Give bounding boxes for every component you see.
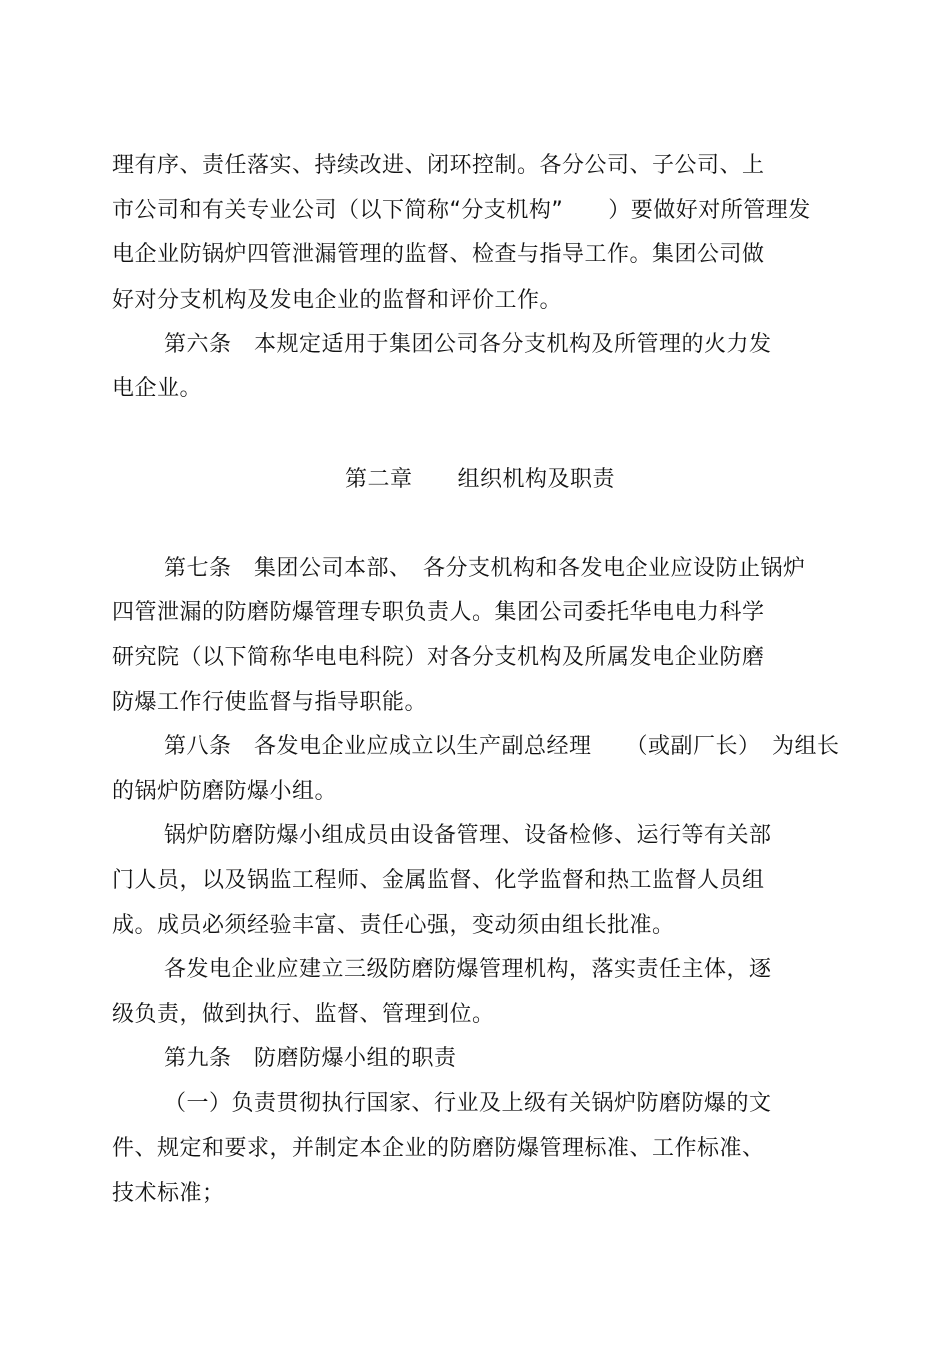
paragraph-line: 电企业。 <box>112 376 203 401</box>
article-8-line: 第八条 各发电企业应成立以生产副总经理 （或副厂长） 为组长 <box>164 734 840 759</box>
paragraph-line: 电企业防锅炉四管泄漏管理的监督、检查与指导工作。集团公司做 <box>112 242 765 267</box>
paragraph-line: 理有序、责任落实、持续改进、闭环控制。各分公司、子公司、上 <box>112 153 765 178</box>
paragraph-line: 好对分支机构及发电企业的监督和评价工作。 <box>112 288 563 313</box>
paragraph-line: 技术标准； <box>112 1181 225 1206</box>
paragraph-line: 研究院（以下简称华电电科院）对各分支机构及所属发电企业防磨 <box>112 645 765 670</box>
paragraph-line: 的锅炉防磨防爆小组。 <box>112 779 338 804</box>
paragraph-line: 四管泄漏的防磨防爆管理专职负责人。集团公司委托华电电力科学 <box>112 600 765 625</box>
paragraph-line: 锅炉防磨防爆小组成员由设备管理、设备检修、运行等有关部 <box>164 823 772 848</box>
paragraph-line: 各发电企业应建立三级防磨防爆管理机构，落实责任主体，逐 <box>164 957 772 982</box>
list-item-1-line: （一）负责贯彻执行国家、行业及上级有关锅炉防磨防爆的文 <box>164 1091 772 1116</box>
paragraph-line: 门人员，以及锅监工程师、金属监督、化学监督和热工监督人员组 <box>112 868 765 893</box>
article-7-line: 第七条 集团公司本部、 各分支机构和各发电企业应设防止锅炉 <box>164 556 806 581</box>
chapter-heading: 第二章 组织机构及职责 <box>345 467 616 492</box>
paragraph-line: 成。成员必须经验丰富、责任心强，变动须由组长批准。 <box>112 913 675 938</box>
paragraph-line: 件、规定和要求，并制定本企业的防磨防爆管理标准、工作标准、 <box>112 1136 765 1161</box>
article-9-line: 第九条 防磨防爆小组的职责 <box>164 1046 457 1071</box>
paragraph-line: 级负责，做到执行、监督、管理到位。 <box>112 1002 495 1027</box>
paragraph-line: 防爆工作行使监督与指导职能。 <box>112 690 428 715</box>
article-6-line: 第六条 本规定适用于集团公司各分支机构及所管理的火力发 <box>164 332 772 357</box>
paragraph-line: 市公司和有关专业公司（以下简称“分支机构” ）要做好对所管理发 <box>112 198 811 223</box>
